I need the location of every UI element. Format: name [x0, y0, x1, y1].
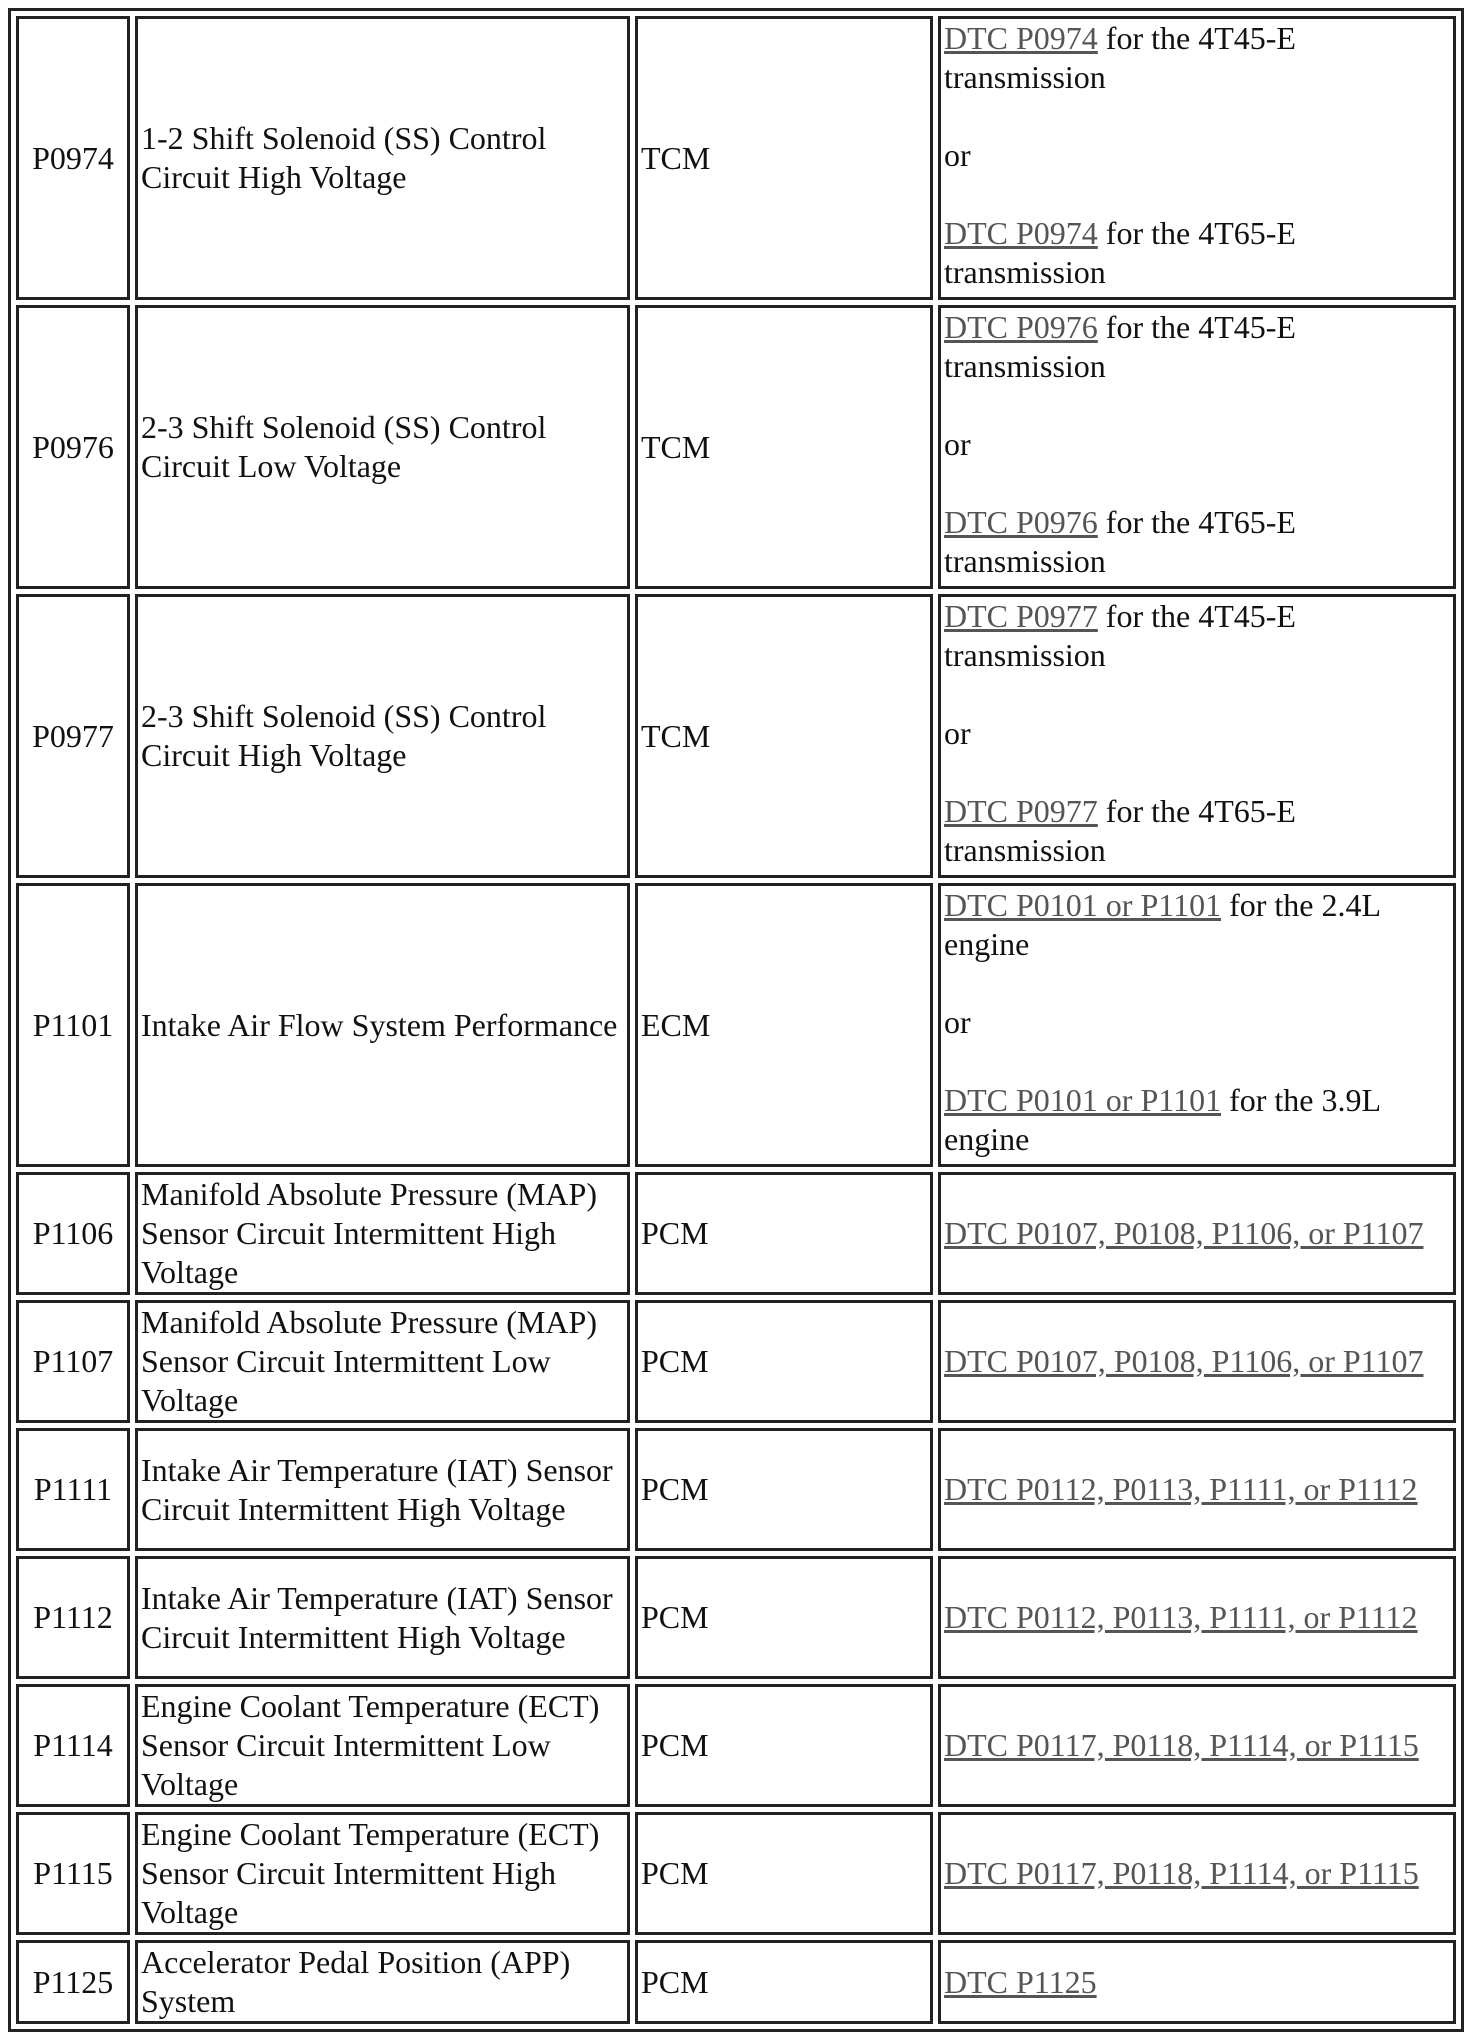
reference-cell [938, 305, 1456, 589]
or-separator: or [944, 1004, 971, 1040]
module-name: PCM [635, 1300, 933, 1423]
table-row [16, 1172, 1456, 1295]
reference-cell [938, 1428, 1456, 1551]
or-separator: or [944, 137, 971, 173]
reference-suffix: for the 4T65-E transmission [944, 504, 1296, 579]
dtc-link[interactable]: DTC P0117, P0118, P1114, or P1115 [944, 1727, 1419, 1763]
table-row [16, 305, 1456, 589]
dtc-table [8, 8, 1464, 2032]
module-name: TCM [635, 594, 933, 878]
or-separator: or [944, 715, 971, 751]
reference-suffix: for the 3.9L engine [944, 1082, 1380, 1157]
table-row [16, 1684, 1456, 1807]
dtc-description: 2-3 Shift Solenoid (SS) Control Circuit High Voltage [135, 594, 630, 878]
dtc-code: P0976 [16, 305, 130, 589]
dtc-link[interactable]: DTC P0974 [944, 215, 1098, 251]
dtc-description: 1-2 Shift Solenoid (SS) Control Circuit High Voltage [135, 16, 630, 300]
reference-line [944, 214, 1448, 292]
reference-line [944, 19, 1448, 97]
table-row [16, 883, 1456, 1167]
reference-cell [938, 16, 1456, 300]
table-row [16, 1428, 1456, 1551]
module-name: PCM [635, 1556, 933, 1679]
dtc-link[interactable]: DTC P0977 [944, 793, 1098, 829]
reference-suffix: for the 4T45-E transmission [944, 309, 1296, 384]
reference-suffix: for the 4T65-E transmission [944, 215, 1296, 290]
dtc-code: P1106 [16, 1172, 130, 1295]
dtc-code: P0977 [16, 594, 130, 878]
reference-cell [938, 1556, 1456, 1679]
table-row [16, 594, 1456, 878]
dtc-code: P1115 [16, 1812, 130, 1935]
module-name: PCM [635, 1940, 933, 2024]
dtc-link[interactable]: DTC P0977 [944, 598, 1098, 634]
dtc-link[interactable]: DTC P0101 or P1101 [944, 887, 1222, 923]
module-name: TCM [635, 16, 933, 300]
reference-suffix: for the 2.4L engine [944, 887, 1380, 962]
module-name: PCM [635, 1172, 933, 1295]
reference-line [944, 1081, 1448, 1159]
dtc-link[interactable]: DTC P0976 [944, 309, 1098, 345]
reference-line [944, 597, 1448, 675]
dtc-description: 2-3 Shift Solenoid (SS) Control Circuit Low Voltage [135, 305, 630, 589]
reference-suffix: for the 4T45-E transmission [944, 20, 1296, 95]
reference-cell [938, 883, 1456, 1167]
dtc-code: P1125 [16, 1940, 130, 2024]
dtc-code: P1112 [16, 1556, 130, 1679]
dtc-description: Intake Air Temperature (IAT) Sensor Circuit Intermittent High Voltage [135, 1556, 630, 1679]
dtc-link[interactable]: DTC P0107, P0108, P1106, or P1107 [944, 1343, 1424, 1379]
dtc-description: Engine Coolant Temperature (ECT) Sensor Circuit Intermittent Low Voltage [135, 1684, 630, 1807]
table-row [16, 16, 1456, 300]
reference-cell [938, 1684, 1456, 1807]
module-name: PCM [635, 1428, 933, 1551]
dtc-link[interactable]: DTC P0117, P0118, P1114, or P1115 [944, 1855, 1419, 1891]
reference-suffix: for the 4T65-E transmission [944, 793, 1296, 868]
reference-cell [938, 1300, 1456, 1423]
dtc-link[interactable]: DTC P1125 [944, 1963, 1097, 2000]
reference-line [944, 308, 1448, 386]
dtc-link[interactable]: DTC P0112, P0113, P1111, or P1112 [944, 1471, 1418, 1507]
reference-cell [938, 1940, 1456, 2024]
reference-line [944, 792, 1448, 870]
reference-cell [938, 594, 1456, 878]
table-row [16, 1940, 1456, 2024]
dtc-link[interactable]: DTC P0976 [944, 504, 1098, 540]
table-row [16, 1300, 1456, 1423]
reference-line [944, 886, 1448, 964]
reference-suffix: for the 4T45-E transmission [944, 598, 1296, 673]
reference-line [944, 503, 1448, 581]
module-name: TCM [635, 305, 933, 589]
dtc-description: Intake Air Flow System Performance [135, 883, 630, 1167]
dtc-link[interactable]: DTC P0112, P0113, P1111, or P1112 [944, 1599, 1418, 1635]
dtc-description: Engine Coolant Temperature (ECT) Sensor Circuit Intermittent High Voltage [135, 1812, 630, 1935]
or-separator: or [944, 426, 971, 462]
dtc-code: P0974 [16, 16, 130, 300]
dtc-link[interactable]: DTC P0101 or P1101 [944, 1082, 1222, 1118]
dtc-code: P1111 [16, 1428, 130, 1551]
dtc-description: Manifold Absolute Pressure (MAP) Sensor Circuit Intermittent High Voltage [135, 1172, 630, 1295]
table-row [16, 1556, 1456, 1679]
reference-cell [938, 1172, 1456, 1295]
dtc-code: P1114 [16, 1684, 130, 1807]
table-row [16, 1812, 1456, 1935]
dtc-description: Accelerator Pedal Position (APP) System [135, 1940, 630, 2024]
reference-cell [938, 1812, 1456, 1935]
dtc-code: P1107 [16, 1300, 130, 1423]
module-name: ECM [635, 883, 933, 1167]
dtc-description: Intake Air Temperature (IAT) Sensor Circuit Intermittent High Voltage [135, 1428, 630, 1551]
dtc-code: P1101 [16, 883, 130, 1167]
module-name: PCM [635, 1684, 933, 1807]
dtc-description: Manifold Absolute Pressure (MAP) Sensor Circuit Intermittent Low Voltage [135, 1300, 630, 1423]
dtc-link[interactable]: DTC P0974 [944, 20, 1098, 56]
dtc-link[interactable]: DTC P0107, P0108, P1106, or P1107 [944, 1215, 1424, 1251]
module-name: PCM [635, 1812, 933, 1935]
